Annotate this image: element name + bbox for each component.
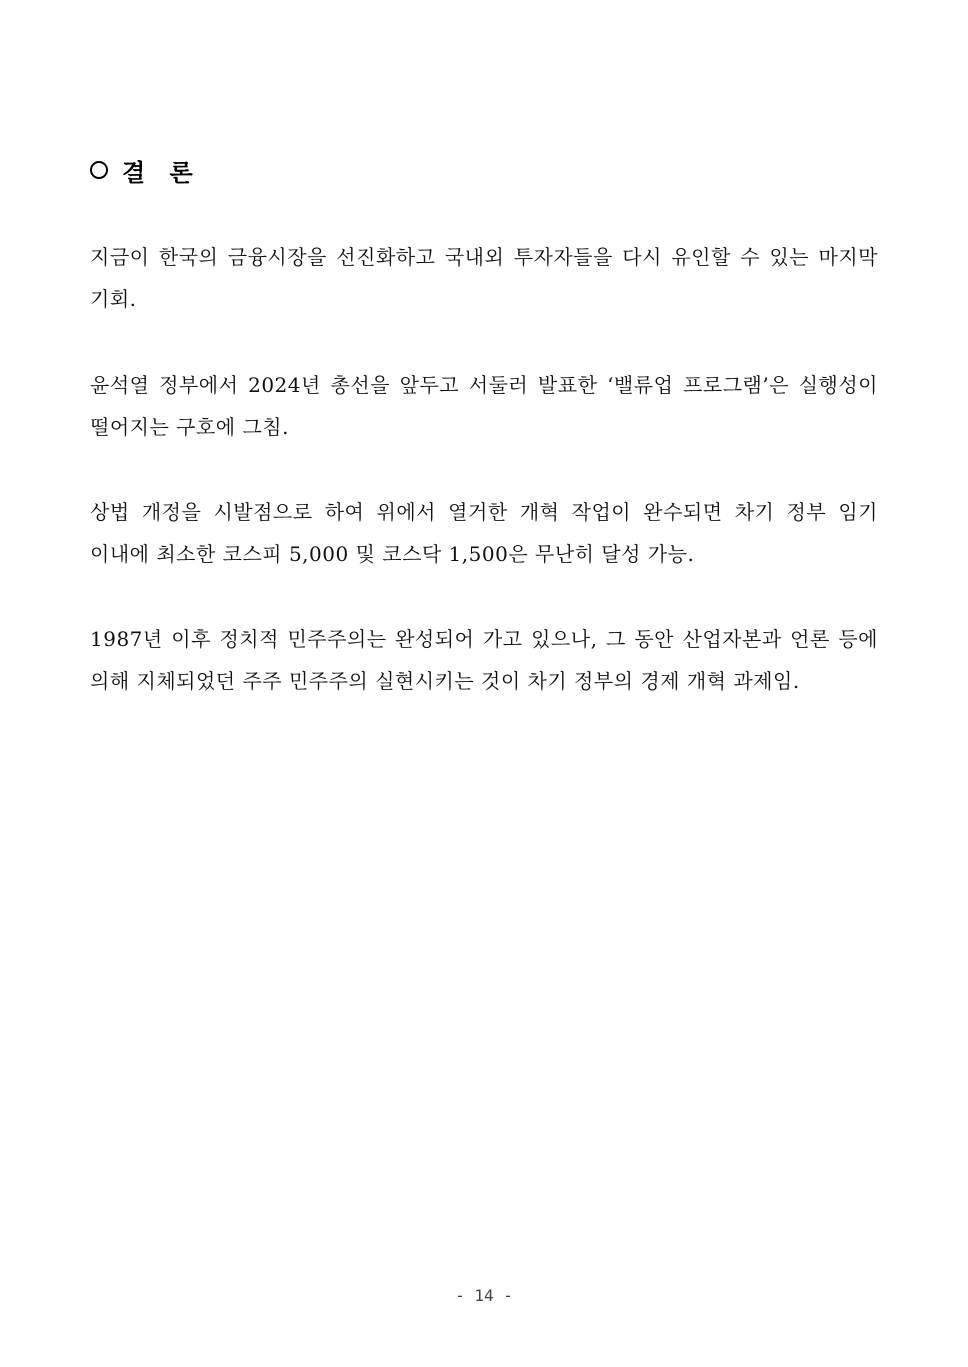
paragraph-valueup-program: 윤석열 정부에서 2024년 총선을 앞두고 서둘러 발표한 ‘밸류업 프로그램’은 실행성이 떨어지는 구호에 그침. bbox=[90, 373, 878, 439]
section-title: 결 론 bbox=[122, 158, 201, 187]
section-heading bbox=[90, 152, 201, 188]
circle-bullet-icon bbox=[90, 161, 108, 179]
page-number: - 14 - bbox=[455, 1286, 513, 1305]
paragraph-shareholder-democracy: 1987년 이후 정치적 민주주의는 완성되어 가고 있으나, 그 동안 산업자본과 언론 등에 의해 지체되었던 주주 민주주의 실현시키는 것이 차기 정부의 경제 개혁 과제임. bbox=[90, 627, 878, 693]
paragraph-kospi-target: 상법 개정을 시발점으로 하여 위에서 열거한 개혁 작업이 완수되면 차기 정부 임기 이내에 최소한 코스피 5,000 및 코스닥 1,500은 무난히 달성 가능. bbox=[90, 500, 878, 566]
paragraph-last-chance: 지금이 한국의 금융시장을 선진화하고 국내외 투자자들을 다시 유인할 수 있는 마지막 기회. bbox=[90, 245, 878, 311]
